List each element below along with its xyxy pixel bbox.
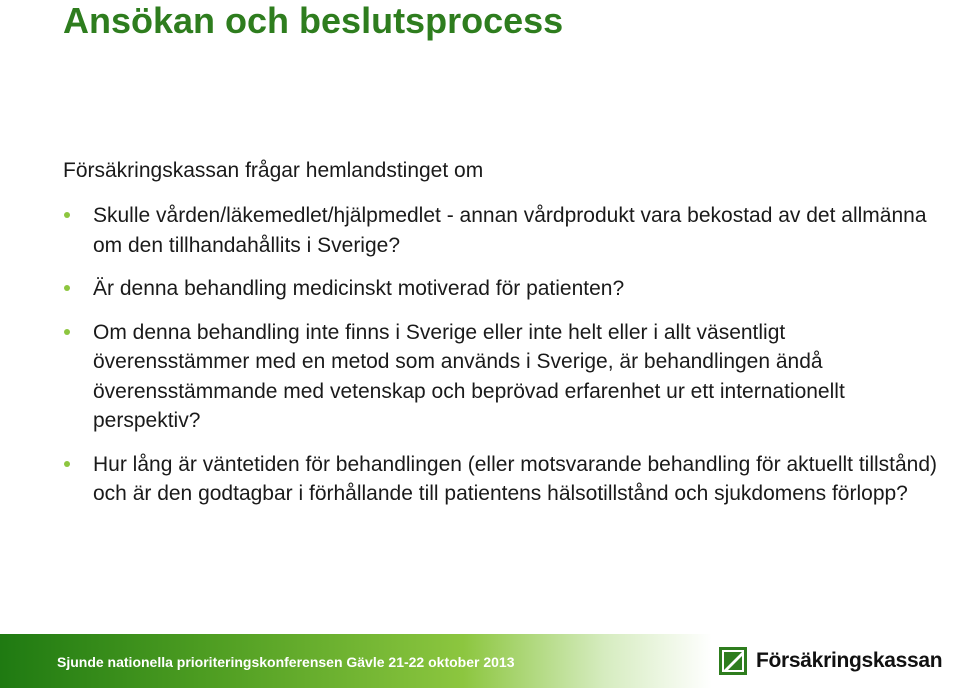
bullet-text: Hur lång är väntetiden för behandlingen (eller motsvarande behandling för aktuellt tillstånd) och är den godtagbar i förhållande till patientens hälsotillstånd och sjukdomens förlopp? [93, 452, 938, 505]
forsakringskassan-logo [719, 646, 942, 676]
bullet-item [63, 201, 943, 260]
bullet-item [63, 318, 943, 436]
bullet-dot-icon [64, 285, 70, 291]
bullet-dot-icon [64, 461, 70, 467]
intro-text: Försäkringskassan frågar hemlandstinget om [63, 159, 484, 182]
bullet-dot-icon [64, 329, 70, 335]
slide-content [63, 156, 943, 523]
logo-text: Försäkringskassan [756, 649, 943, 672]
conference-name: Sjunde nationella prioriteringskonferensen Gävle 21-22 oktober 2013 [57, 654, 515, 670]
bullet-item [63, 450, 943, 509]
slide-title: Ansökan och beslutsprocess [63, 0, 564, 41]
bullet-text: Skulle vården/läkemedlet/hjälpmedlet - annan vårdprodukt vara bekostad av det allmänna om den tillhandahållits i Sverige? [93, 204, 927, 257]
bullet-list [63, 201, 943, 509]
bullet-dot-icon [64, 212, 70, 218]
bullet-item [63, 274, 943, 304]
slide-footer [0, 634, 959, 688]
bullet-text: Är denna behandling medicinskt motiverad för patienten? [93, 277, 625, 300]
logo-mark-icon [719, 647, 747, 675]
bullet-text: Om denna behandling inte finns i Sverige eller inte helt eller i allt väsentligt överensstämmer med en metod som används i Sverige, är behandlingen ändå överensstämmande med vetenskap och beprövad erfarenhet ur ett internationellt perspektiv? [93, 320, 845, 432]
